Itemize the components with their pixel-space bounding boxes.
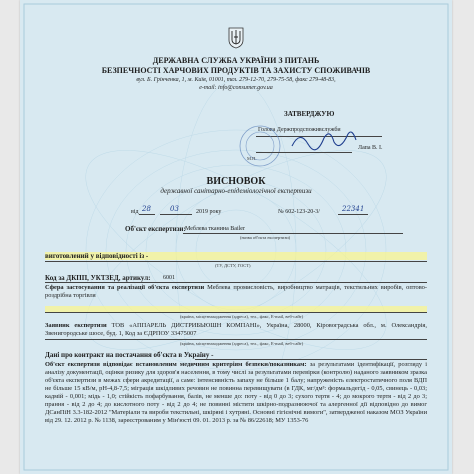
made-label: виготовлений у відповідності із -	[45, 252, 427, 260]
date-month: 03	[170, 205, 179, 213]
date-day: 28	[142, 205, 151, 213]
date-day-underline	[139, 214, 155, 215]
applicant-underline	[45, 339, 427, 340]
approval-mp-label: М.П.	[247, 156, 257, 161]
conclusion-number-handwritten: 22341	[342, 205, 365, 213]
code-underline	[45, 282, 427, 283]
object-caption: (назва об'єкта експертизи)	[240, 235, 291, 240]
applicant-label: Заявник експертизи	[45, 322, 107, 329]
conclusion-title: ВИСНОВОК	[206, 176, 266, 187]
document-sheet	[20, 0, 452, 474]
made-caption: (ТУ, ДСТУ, ГОСТ)	[215, 263, 251, 268]
conclusion-subtitle: державної санітарно-епідеміологічної експертизи	[160, 187, 312, 195]
object-underline	[183, 233, 403, 234]
conclusion-number-underline	[338, 214, 368, 215]
compliance-heading: Об'єкт експертизи відповідає встановленим медичним критеріям безпеки/показникам:	[45, 361, 307, 368]
agency-name-line2: БЕЗПЕЧНОСТІ ХАРЧОВИХ ПРОДУКТІВ ТА ЗАХИСТУ СПОЖИВАЧІВ	[101, 66, 371, 75]
code-value: 6001	[163, 275, 175, 281]
approval-position: Голова Держпродспоживслужби	[258, 127, 341, 133]
compliance-text: за результатами ідентифікації, розгляду і аналізу документації, оцінки ризику для здоров'я населення, в тому числі за результатами перевірки (контролю) наданого заявником зразка об'єкта експертизи в межах сфери акредитації, а саме: інтенсивність запаху не більше 1 балу; напруженість електростатичного поля ВДП не більше 15 кВ/м, рН-4,8-7,5; міграція шкідливих речовин не повинна перевищувати (в ГДК, мг/дм³: формальдегід - 0,05, свинець - 0,03; кадмій - 0,001; мідь - 1,0; стійкість пофарбування, балів, не менше до: поту - від 0 до 3; сухого тертя - 4; до мокрого тертя - від 2 до 3; прання - від 2 до 4; до кислотного поту - від 2 до 4; не повинні містити шкірно-подразнюючої та алергенної дії відповідно до вимог ДСанПіН 3.3-182-2012 "Матеріали та вироби текстильні, шкіряні і хутряні. Основні гігієнічні вимоги", затвердженої наказом МОЗ України від 29. 12. 2012 р. № 1138, зареєстрованим у Мін'юсті 09. 01. 2013 р. за № 86/22618; МУ 1353-76	[45, 361, 427, 424]
scope-paragraph	[45, 284, 427, 300]
agency-name-line1: ДЕРЖАВНА СЛУЖБА УКРАЇНИ З ПИТАНЬ	[152, 56, 320, 65]
object-value: Меблева тканина Bailer	[185, 226, 245, 232]
producer-caption: (країна, місцезнаходження (адреса), тел., факс, E-mail, веб-сайт)	[180, 314, 304, 319]
contract-label: Дані про контракт на постачання об'єкта в Україну -	[45, 351, 214, 359]
date-month-underline	[160, 214, 192, 215]
agency-email: e-mail: info@consumer.gov.ua	[199, 85, 273, 91]
approval-signatory: Лапа В. І.	[358, 145, 383, 151]
approval-signature-line	[256, 152, 352, 153]
scope-value: Меблева промисловість, виробництво матраців, текстильних виробів, оптово-роздрібна торгівля	[45, 284, 427, 299]
object-label: Об'єкт експертизи:	[125, 225, 186, 233]
scope-label: Сфера застосування та реалізації об'єкта експертизи	[45, 284, 205, 291]
approval-title: ЗАТВЕРДЖУЮ	[284, 110, 335, 118]
date-prefix: від	[131, 209, 139, 215]
date-year: 2019 року	[196, 209, 222, 215]
compliance-paragraph	[45, 361, 427, 425]
applicant-value: ТОВ «АППАРЕЛЬ ДИСТРИБЬЮШН КОМПАНІ», Україна, 28000, Кіровоградська обл., м. Олександрія, Звенигородське шосе, буд. 1, Код за ЄДРПОУ 33475007	[45, 322, 427, 337]
agency-address: вул. Б. Грінченка, 1, м. Київ, 01001, тел. 279-12-70, 279-75-58, факс 279-48-83,	[136, 77, 336, 83]
trident-emblem-icon	[228, 27, 244, 49]
code-label: Код за ДКПП, УКТЗЕД, артикул:	[45, 274, 151, 282]
applicant-caption: (країна, місцезнаходження (адреса), тел., факс, E-mail, веб-сайт)	[180, 341, 304, 346]
round-seal-stamp	[228, 124, 292, 168]
producer-field	[45, 306, 427, 313]
made-underline	[45, 261, 427, 262]
contract-underline	[195, 359, 427, 360]
applicant-paragraph	[45, 322, 427, 338]
conclusion-number-prefix: № 602-123-20-3/	[278, 209, 320, 215]
